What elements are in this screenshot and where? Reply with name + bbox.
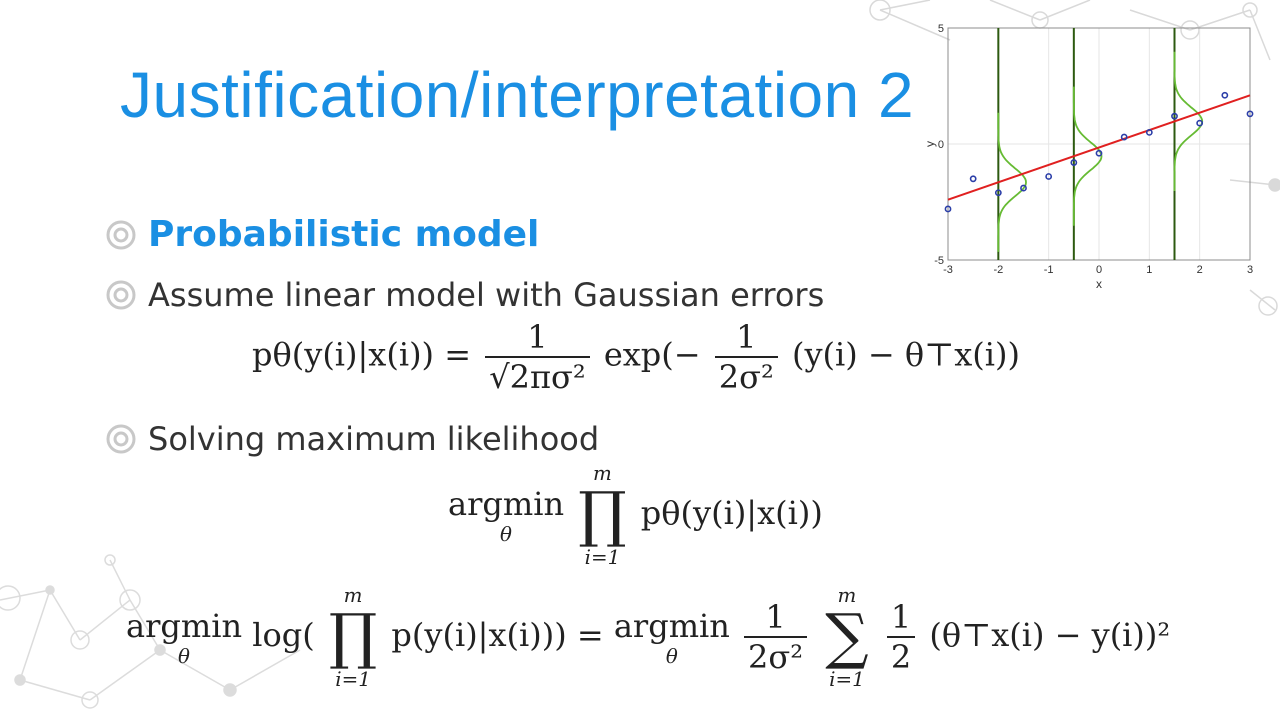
- concentric-circle-bullet-icon: [104, 278, 138, 312]
- product-symbol: ∏: [578, 480, 627, 550]
- eq1-tail: (y(i) − θ⊤x(i)): [791, 335, 1020, 374]
- eq3-fraction-half: [887, 598, 915, 676]
- eq3-op-right-sub: θ: [665, 644, 678, 668]
- eq3-product: [329, 584, 377, 691]
- chart-x-tick-label: 1: [1146, 264, 1153, 276]
- eq3-frac1-den: 2σ²: [744, 636, 807, 676]
- eq2-body: pθ(y(i)|x(i)): [640, 493, 823, 532]
- bullet-probabilistic-model: [104, 214, 539, 255]
- chart-y-axis-label: y: [923, 141, 937, 147]
- eq3-log: log(: [252, 615, 315, 654]
- chart-y-tick-label: 0: [937, 139, 944, 151]
- eq3-frac1-num: 1: [765, 598, 786, 637]
- sum-symbol: ∑: [825, 602, 869, 672]
- equation-log-likelihood: [126, 584, 1170, 691]
- eq1-frac1-den: √2πσ²: [485, 356, 589, 396]
- chart-x-tick-label: -3: [943, 264, 953, 276]
- chart-x-tick-label: 0: [1095, 264, 1103, 276]
- concentric-circle-bullet-icon: [104, 218, 138, 252]
- eq3-sum: [825, 584, 868, 691]
- eq2-op: argmin: [448, 484, 565, 523]
- bullet-text: Assume linear model with Gaussian errors: [148, 276, 825, 314]
- eq3-op-left-sub: θ: [178, 644, 190, 668]
- eq3-argmin-left: [126, 607, 242, 668]
- equation-argmin-product: [448, 462, 823, 569]
- eq3-inner: p(y(i)|x(i))) =: [391, 615, 604, 654]
- regression-gaussian-chart: [908, 16, 1268, 306]
- eq3-frac2-den: 2: [887, 636, 915, 676]
- product-symbol: ∏: [328, 602, 378, 672]
- bullet-text: Solving maximum likelihood: [148, 420, 600, 458]
- equation-gaussian-likelihood: [252, 318, 1020, 396]
- eq3-prod-top: m: [343, 584, 363, 607]
- eq3-tail: (θ⊤x(i) − y(i))²: [929, 615, 1171, 654]
- bullet-assume-linear-model: [104, 276, 824, 314]
- eq1-lhs: pθ(y(i)|x(i)) =: [252, 335, 472, 374]
- chart-data-point: [1122, 134, 1127, 139]
- eq1-fraction-variance: [715, 318, 778, 396]
- chart-x-tick-label: 2: [1196, 264, 1203, 276]
- eq2-argmin: [448, 485, 564, 546]
- chart-x-tick-label: -2: [993, 264, 1004, 276]
- chart-data-point: [1222, 93, 1227, 98]
- chart-data-point: [971, 176, 976, 181]
- chart-y-tick-label: 5: [937, 23, 944, 35]
- bullet-max-likelihood: [104, 420, 599, 458]
- eq1-fraction-normalizer: [485, 318, 589, 396]
- slide-title: Justification/interpretation 2: [120, 59, 915, 131]
- eq3-frac2-num: 1: [890, 598, 912, 637]
- eq1-frac1-num: 1: [527, 318, 548, 356]
- concentric-circle-bullet-icon: [104, 422, 138, 456]
- eq1-exp: exp(−: [603, 335, 701, 374]
- eq2-prod-bottom: i=1: [584, 545, 621, 569]
- eq3-op-right: argmin: [613, 606, 730, 645]
- eq1-frac2-num: 1: [736, 318, 757, 356]
- eq3-op-left: argmin: [126, 606, 243, 645]
- eq2-prod-top: m: [593, 462, 612, 485]
- eq2-op-sub: θ: [500, 522, 512, 546]
- eq3-sum-top: m: [837, 584, 857, 607]
- eq1-frac2-den: 2σ²: [715, 356, 778, 396]
- bullet-text: Probabilistic model: [148, 214, 540, 255]
- eq2-product: [578, 462, 626, 569]
- eq3-prod-bottom: i=1: [335, 667, 371, 691]
- eq3-fraction-variance: [744, 598, 807, 676]
- chart-x-tick-label: -1: [1043, 264, 1054, 276]
- eq3-argmin-right: [614, 607, 730, 668]
- chart-gaussian-curve: [998, 113, 1026, 252]
- chart-x-tick-label: 3: [1246, 264, 1254, 276]
- eq3-sum-bottom: i=1: [829, 667, 865, 691]
- chart-x-axis-label: x: [1096, 277, 1102, 291]
- chart-y-tick-label: -5: [934, 255, 944, 267]
